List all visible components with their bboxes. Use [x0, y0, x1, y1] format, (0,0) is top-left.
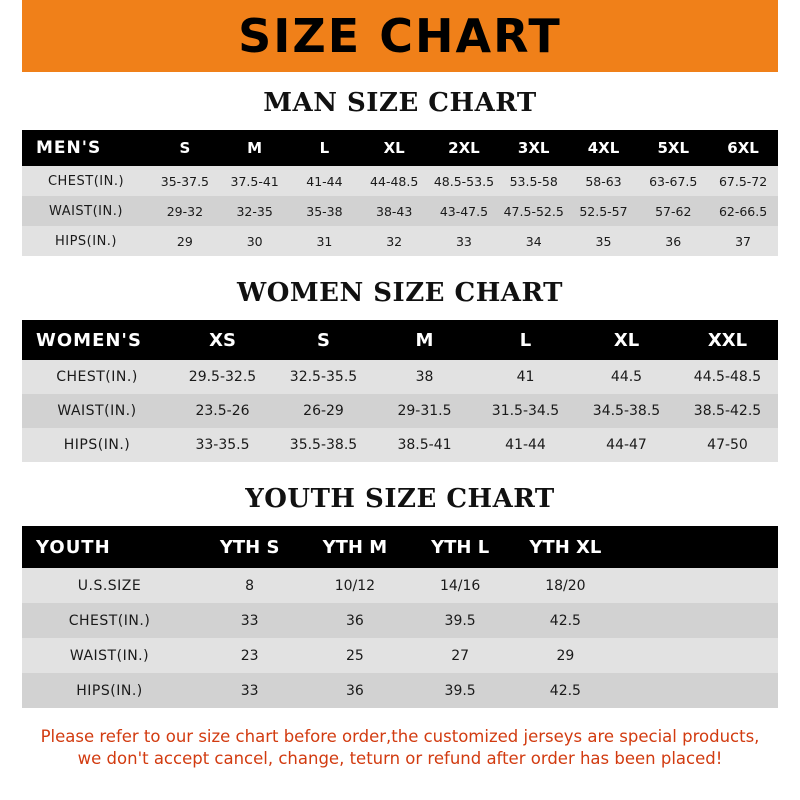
women-row-label: CHEST(IN.) — [22, 360, 172, 394]
men-cell: 32 — [359, 226, 429, 256]
men-cell: 43-47.5 — [429, 196, 499, 226]
men-cell: 67.5-72 — [708, 166, 778, 196]
women-cell: 32.5-35.5 — [273, 360, 374, 394]
women-cell: 33-35.5 — [172, 428, 273, 462]
women-cell: 35.5-38.5 — [273, 428, 374, 462]
men-col-header: 5XL — [638, 130, 708, 166]
youth-cell: 39.5 — [408, 603, 513, 638]
women-cell: 34.5-38.5 — [576, 394, 677, 428]
youth-col-header: YTH XL — [513, 526, 618, 568]
women-col-header: S — [273, 320, 374, 360]
men-col-header: L — [290, 130, 360, 166]
women-size-table — [22, 320, 778, 462]
table-row — [22, 196, 778, 226]
women-col-header: XXL — [677, 320, 778, 360]
youth-cell: 29 — [513, 638, 618, 673]
men-cell: 48.5-53.5 — [429, 166, 499, 196]
men-section-title: MAN SIZE CHART — [263, 88, 537, 118]
youth-cell: 10/12 — [302, 568, 407, 603]
notice-line-2: we don't accept cancel, change, teturn or refund after order has been placed! — [77, 749, 723, 769]
table-row — [22, 568, 778, 603]
men-cell: 63-67.5 — [638, 166, 708, 196]
table-row — [22, 603, 778, 638]
men-cell: 32-35 — [220, 196, 290, 226]
men-size-table — [22, 130, 778, 256]
women-col-header: M — [374, 320, 475, 360]
men-row-label: WAIST(IN.) — [22, 196, 150, 226]
youth-row-label: CHEST(IN.) — [22, 603, 197, 638]
women-row-label: WAIST(IN.) — [22, 394, 172, 428]
men-cell: 31 — [290, 226, 360, 256]
men-col-header: 6XL — [708, 130, 778, 166]
women-cell: 41 — [475, 360, 576, 394]
men-row-label: CHEST(IN.) — [22, 166, 150, 196]
table-header-row — [22, 526, 778, 568]
men-cell: 35-37.5 — [150, 166, 220, 196]
women-corner-label: WOMEN'S — [22, 320, 172, 360]
men-cell: 34 — [499, 226, 569, 256]
women-col-header: XL — [576, 320, 677, 360]
table-header-row — [22, 320, 778, 360]
men-cell: 44-48.5 — [359, 166, 429, 196]
men-col-header: XL — [359, 130, 429, 166]
men-col-header: M — [220, 130, 290, 166]
youth-section-title: YOUTH SIZE CHART — [245, 484, 555, 514]
youth-cell: 33 — [197, 673, 302, 708]
youth-cell: 42.5 — [513, 673, 618, 708]
youth-cell-empty — [618, 638, 778, 673]
men-cell: 41-44 — [290, 166, 360, 196]
content — [0, 88, 800, 771]
women-col-header: L — [475, 320, 576, 360]
women-cell: 41-44 — [475, 428, 576, 462]
youth-cell: 33 — [197, 603, 302, 638]
men-cell: 33 — [429, 226, 499, 256]
women-row-label: HIPS(IN.) — [22, 428, 172, 462]
women-cell: 23.5-26 — [172, 394, 273, 428]
men-cell: 37 — [708, 226, 778, 256]
men-corner-label: MEN'S — [22, 130, 150, 166]
youth-cell-empty — [618, 673, 778, 708]
men-col-header: 4XL — [569, 130, 639, 166]
men-cell: 58-63 — [569, 166, 639, 196]
men-row-label: HIPS(IN.) — [22, 226, 150, 256]
order-notice — [22, 726, 778, 771]
men-cell: 37.5-41 — [220, 166, 290, 196]
notice-line-1: Please refer to our size chart before order,the customized jerseys are special products, — [40, 727, 760, 746]
men-cell: 62-66.5 — [708, 196, 778, 226]
table-row — [22, 428, 778, 462]
youth-col-header: YTH M — [302, 526, 407, 568]
women-cell: 29.5-32.5 — [172, 360, 273, 394]
men-col-header: S — [150, 130, 220, 166]
women-cell: 26-29 — [273, 394, 374, 428]
men-cell: 35 — [569, 226, 639, 256]
men-cell: 35-38 — [290, 196, 360, 226]
women-section-title: WOMEN SIZE CHART — [237, 278, 563, 308]
youth-row-label: U.S.SIZE — [22, 568, 197, 603]
women-cell: 44-47 — [576, 428, 677, 462]
youth-cell: 14/16 — [408, 568, 513, 603]
youth-cell: 25 — [302, 638, 407, 673]
youth-cell: 23 — [197, 638, 302, 673]
men-cell: 52.5-57 — [569, 196, 639, 226]
women-cell: 47-50 — [677, 428, 778, 462]
youth-size-table — [22, 526, 778, 708]
youth-row-label: HIPS(IN.) — [22, 673, 197, 708]
table-header-row — [22, 130, 778, 166]
men-col-header: 3XL — [499, 130, 569, 166]
men-cell: 30 — [220, 226, 290, 256]
page-title: SIZE CHART — [238, 9, 562, 63]
men-cell: 36 — [638, 226, 708, 256]
table-row — [22, 394, 778, 428]
youth-cell: 18/20 — [513, 568, 618, 603]
youth-cell: 8 — [197, 568, 302, 603]
youth-col-header: YTH S — [197, 526, 302, 568]
youth-col-header-empty — [618, 526, 778, 568]
table-row — [22, 226, 778, 256]
header-left-margin — [0, 0, 22, 72]
women-col-header: XS — [172, 320, 273, 360]
youth-cell: 42.5 — [513, 603, 618, 638]
women-cell: 38.5-42.5 — [677, 394, 778, 428]
youth-col-header: YTH L — [408, 526, 513, 568]
men-cell: 38-43 — [359, 196, 429, 226]
women-cell: 44.5-48.5 — [677, 360, 778, 394]
men-col-header: 2XL — [429, 130, 499, 166]
women-cell: 44.5 — [576, 360, 677, 394]
table-row — [22, 638, 778, 673]
men-cell: 29-32 — [150, 196, 220, 226]
header-band — [0, 0, 800, 72]
men-cell: 53.5-58 — [499, 166, 569, 196]
women-cell: 38 — [374, 360, 475, 394]
men-cell: 47.5-52.5 — [499, 196, 569, 226]
youth-cell: 39.5 — [408, 673, 513, 708]
youth-row-label: WAIST(IN.) — [22, 638, 197, 673]
men-cell: 57-62 — [638, 196, 708, 226]
men-cell: 29 — [150, 226, 220, 256]
youth-cell-empty — [618, 568, 778, 603]
youth-cell: 36 — [302, 673, 407, 708]
youth-corner-label: YOUTH — [22, 526, 197, 568]
table-row — [22, 360, 778, 394]
table-row — [22, 166, 778, 196]
youth-cell-empty — [618, 603, 778, 638]
youth-cell: 27 — [408, 638, 513, 673]
women-cell: 29-31.5 — [374, 394, 475, 428]
youth-cell: 36 — [302, 603, 407, 638]
women-cell: 38.5-41 — [374, 428, 475, 462]
women-cell: 31.5-34.5 — [475, 394, 576, 428]
table-row — [22, 673, 778, 708]
header-right-margin — [778, 0, 800, 72]
